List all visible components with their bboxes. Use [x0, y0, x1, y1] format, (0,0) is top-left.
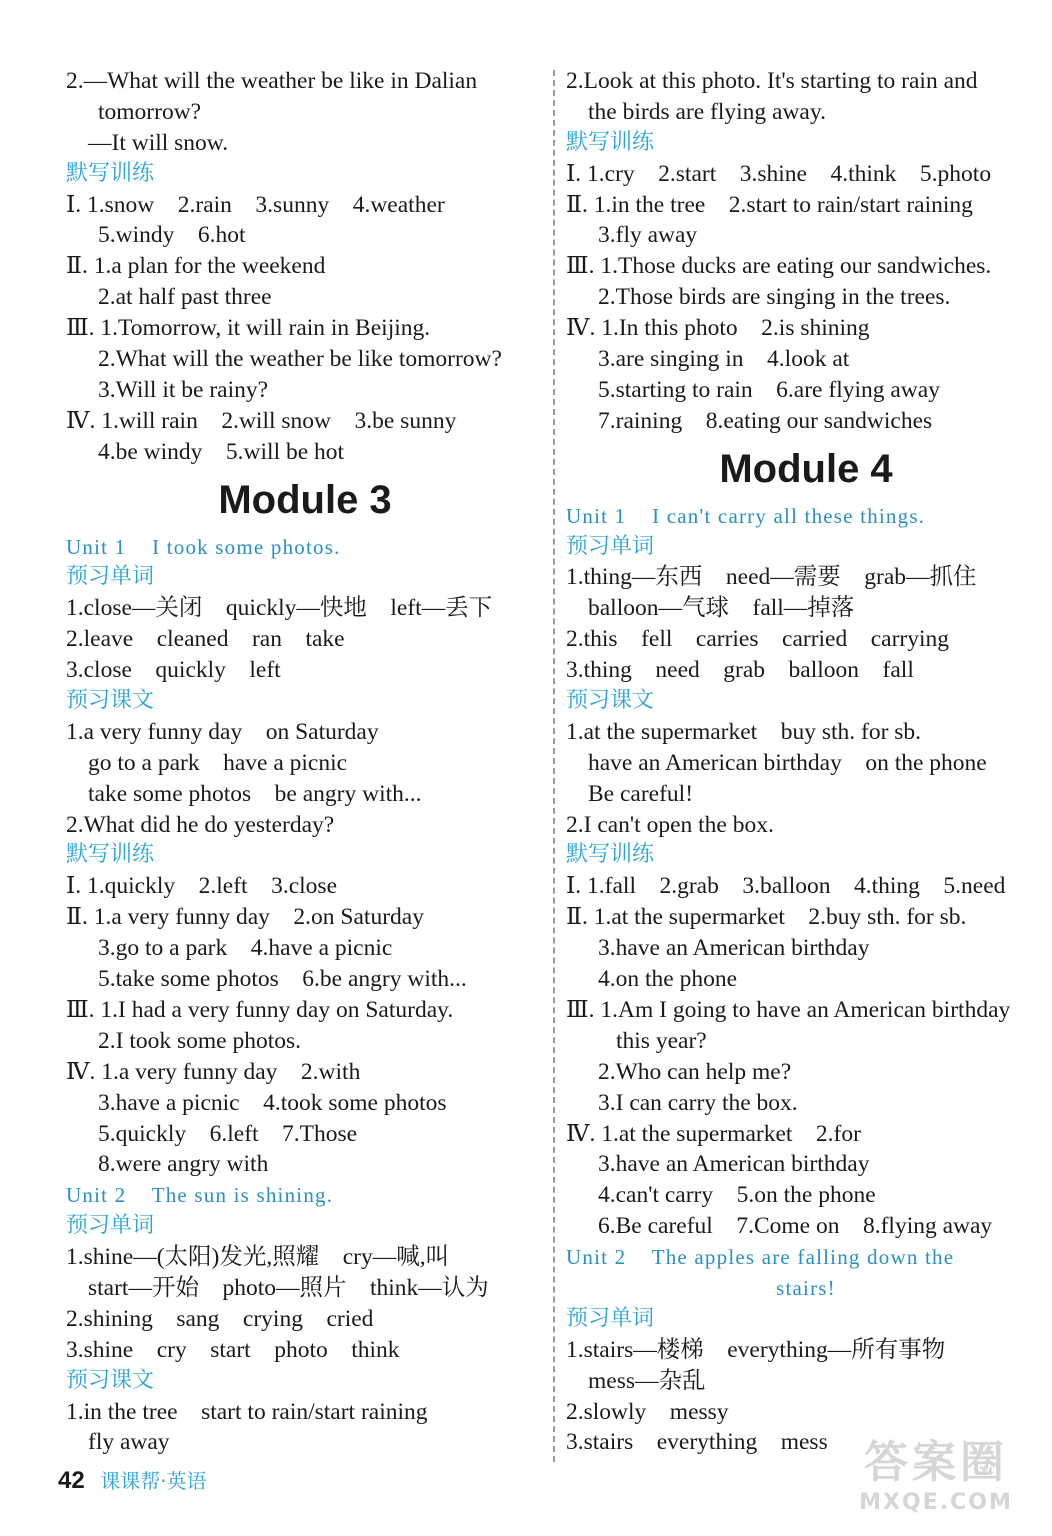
answer-line: 2.leave cleaned ran take — [66, 626, 345, 653]
section-label: 预习课文 — [566, 688, 655, 714]
answer-line: go to a park have a picnic — [88, 749, 348, 776]
answer-line: 4.be windy 5.will be hot — [98, 438, 345, 465]
section-label: 预习课文 — [66, 1367, 155, 1393]
answer-line: 7.raining 8.eating our sandwiches — [598, 407, 933, 434]
section-label: 预习单词 — [566, 533, 655, 559]
answer-line: tomorrow? — [98, 98, 202, 125]
answer-line: Ⅱ. 1.a plan for the weekend — [66, 253, 326, 280]
answer-line: 3.fly away — [598, 222, 698, 249]
answer-line: 2.I can't open the box. — [566, 811, 774, 838]
answer-line: 3.thing need grab balloon fall — [566, 657, 914, 684]
answer-line: Ⅱ. 1.in the tree 2.start to rain/start raining — [566, 191, 973, 218]
answer-line: 2.Look at this photo. It's starting to rain and — [566, 68, 978, 94]
unit-heading: Unit 2 The sun is shining. — [66, 1183, 334, 1208]
answer-line: 2.shining sang crying cried — [66, 1305, 374, 1332]
answer-line: 2.this fell carries carried carrying — [566, 626, 950, 653]
answer-line: this year? — [616, 1027, 707, 1054]
answer-line: Ⅰ. 1.quickly 2.left 3.close — [66, 873, 337, 900]
answer-line: Ⅰ. 1.snow 2.rain 3.sunny 4.weather — [66, 191, 445, 218]
answer-line: 6.Be careful 7.Come on 8.flying away — [598, 1213, 993, 1240]
page-footer — [58, 1466, 207, 1496]
left-column — [66, 66, 544, 1458]
section-label: 默写训练 — [566, 842, 655, 868]
section-label: 默写训练 — [566, 129, 655, 155]
answer-line: Be careful! — [588, 780, 694, 807]
answer-line: 3.have an American birthday — [598, 1151, 870, 1178]
answer-line: Ⅲ. 1.Those ducks are eating our sandwiches. — [566, 253, 992, 280]
answer-line: 2.slowly messy — [566, 1398, 729, 1425]
answer-line: 5.windy 6.hot — [98, 222, 246, 249]
answer-line: 1.stairs—楼梯 everything—所有事物 — [566, 1336, 946, 1363]
book-title: 课课帮·英语 — [100, 1469, 207, 1493]
answer-line: 1.a very funny day on Saturday — [66, 718, 379, 745]
answer-line: take some photos be angry with... — [88, 780, 422, 807]
module-heading: Module 3 — [218, 477, 392, 522]
section-label: 预习单词 — [566, 1305, 655, 1331]
answer-line: 2.I took some photos. — [98, 1027, 302, 1054]
answer-line: Ⅱ. 1.a very funny day 2.on Saturday — [66, 904, 424, 931]
answer-line: 3.are singing in 4.look at — [598, 346, 850, 373]
section-label: 预习单词 — [66, 564, 155, 590]
answer-line: 1.shine—(太阳)发光,照耀 cry—喊,叫 — [66, 1244, 450, 1271]
answer-line: 2.Who can help me? — [598, 1058, 792, 1085]
answer-line: 1.in the tree start to rain/start raining — [66, 1398, 428, 1425]
answer-line: 2.Those birds are singing in the trees. — [598, 284, 951, 311]
answer-line: 5.quickly 6.left 7.Those — [98, 1120, 358, 1147]
watermark-top: 答案圈 — [864, 1437, 1008, 1488]
section-label: 默写训练 — [66, 160, 155, 186]
unit-heading: stairs! — [776, 1275, 836, 1300]
answer-line: Ⅳ. 1.a very funny day 2.with — [66, 1058, 361, 1085]
answer-line: Ⅲ. 1.Am I going to have an American birthday — [566, 996, 1011, 1023]
answer-line: —It will snow. — [88, 129, 229, 156]
answer-line: Ⅲ. 1.Tomorrow, it will rain in Beijing. — [66, 315, 431, 342]
answer-line: Ⅳ. 1.In this photo 2.is shining — [566, 315, 870, 342]
answer-line: 2.at half past three — [98, 284, 272, 311]
answer-line: 1.at the supermarket buy sth. for sb. — [566, 718, 922, 745]
answer-line: Ⅲ. 1.I had a very funny day on Saturday. — [66, 996, 454, 1023]
answer-line: start—开始 photo—照片 think—认为 — [88, 1274, 489, 1301]
unit-heading: Unit 2 The apples are falling down the — [566, 1245, 955, 1270]
answer-line: 4.can't carry 5.on the phone — [598, 1182, 876, 1209]
right-column — [566, 66, 1046, 1458]
answer-line: 2.What did he do yesterday? — [66, 811, 335, 838]
answer-line: Ⅱ. 1.at the supermarket 2.buy sth. for sb. — [566, 904, 967, 931]
answer-line: 3.I can carry the box. — [598, 1089, 798, 1116]
answer-line: 3.close quickly left — [66, 657, 281, 684]
answer-line: 3.have a picnic 4.took some photos — [98, 1089, 447, 1116]
answer-line: the birds are flying away. — [588, 98, 826, 125]
page-number: 42 — [58, 1467, 85, 1494]
answer-line: Ⅰ. 1.cry 2.start 3.shine 4.think 5.photo — [566, 160, 992, 187]
answer-line: 3.stairs everything mess — [566, 1429, 828, 1456]
watermark-logo — [836, 1426, 1036, 1526]
module-heading: Module 4 — [719, 446, 893, 491]
answer-line: fly away — [88, 1429, 170, 1456]
unit-heading: Unit 1 I can't carry all these things. — [566, 503, 926, 528]
section-label: 预习单词 — [66, 1213, 155, 1239]
section-label: 默写训练 — [66, 842, 155, 868]
answer-line: balloon—气球 fall—掉落 — [588, 595, 855, 622]
answer-line: Ⅳ. 1.will rain 2.will snow 3.be sunny — [66, 407, 457, 434]
unit-heading: Unit 1 I took some photos. — [66, 534, 341, 559]
answer-line: 2.—What will the weather be like in Dalian — [66, 68, 478, 94]
answer-line: 4.on the phone — [598, 966, 738, 993]
answer-line: have an American birthday on the phone — [588, 749, 987, 776]
answer-line: 3.have an American birthday — [598, 935, 870, 962]
answer-line: Ⅳ. 1.at the supermarket 2.for — [566, 1120, 861, 1147]
answer-line: 5.take some photos 6.be angry with... — [98, 966, 467, 993]
section-label: 预习课文 — [66, 688, 155, 714]
answer-line: 2.What will the weather be like tomorrow? — [98, 346, 502, 373]
column-divider — [553, 70, 555, 1462]
answer-line: 3.Will it be rainy? — [98, 376, 269, 403]
answer-line: 5.starting to rain 6.are flying away — [598, 376, 940, 403]
answer-line: 1.close—关闭 quickly—快地 left—丢下 — [66, 595, 493, 622]
answer-line: 1.thing—东西 need—需要 grab—抓住 — [566, 564, 977, 591]
watermark-bottom: MXQE.COM — [859, 1490, 1013, 1515]
answer-line: 8.were angry with — [98, 1151, 269, 1178]
answer-line: mess—杂乱 — [588, 1367, 706, 1394]
answer-line: Ⅰ. 1.fall 2.grab 3.balloon 4.thing 5.need — [566, 873, 1006, 900]
answer-line: 3.shine cry start photo think — [66, 1336, 400, 1363]
answer-line: 3.go to a park 4.have a picnic — [98, 935, 393, 962]
